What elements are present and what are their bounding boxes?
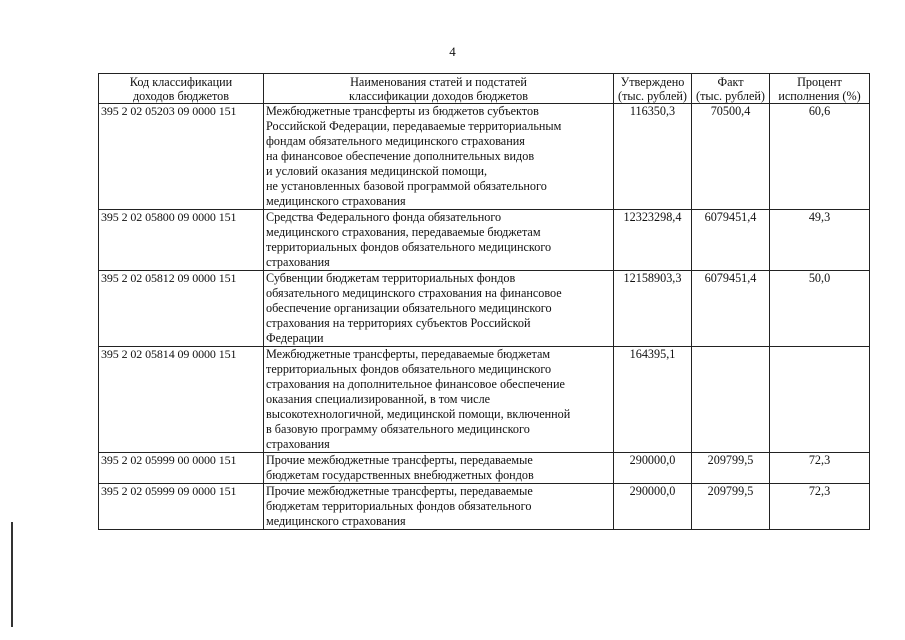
row-approved: 290000,0 bbox=[614, 453, 692, 484]
header-name-label: Наименования статей и подстатей классификации доходов бюджетов bbox=[349, 75, 528, 103]
header-percent-label: Процент исполнения (%) bbox=[778, 75, 861, 103]
row-percent: 72,3 bbox=[770, 453, 870, 484]
header-approved bbox=[614, 74, 692, 104]
table-row bbox=[99, 453, 870, 484]
row-name: Межбюджетные трансферты, передаваемые бюджетам территориальных фондов обязательного медицинского страхования на дополнительное финансовое обеспечение оказания специализированной, в том числе высокотехнологичной, медицинской помощи, включенной в базовую программу обязательного медицинского страхования bbox=[264, 347, 614, 453]
row-percent: 60,6 bbox=[770, 104, 870, 210]
row-name: Субвенции бюджетам территориальных фондов обязательного медицинского страхования на финансовое обеспечение организации обязательного медицинского страхования на территориях субъектов Российской Федерации bbox=[264, 271, 614, 347]
row-fact: 70500,4 bbox=[692, 104, 770, 210]
table-row bbox=[99, 104, 870, 210]
table-row bbox=[99, 347, 870, 453]
row-approved: 290000,0 bbox=[614, 484, 692, 530]
row-percent: 72,3 bbox=[770, 484, 870, 530]
row-code: 395 2 02 05999 09 0000 151 bbox=[99, 484, 264, 530]
row-code: 395 2 02 05812 09 0000 151 bbox=[99, 271, 264, 347]
header-code-label: Код классификации доходов бюджетов bbox=[129, 75, 233, 103]
table-row bbox=[99, 484, 870, 530]
header-percent bbox=[770, 74, 870, 104]
row-code: 395 2 02 05999 00 0000 151 bbox=[99, 453, 264, 484]
header-name bbox=[264, 74, 614, 104]
row-fact: 209799,5 bbox=[692, 484, 770, 530]
row-percent: 50,0 bbox=[770, 271, 870, 347]
header-fact bbox=[692, 74, 770, 104]
row-fact: 209799,5 bbox=[692, 453, 770, 484]
row-fact bbox=[692, 347, 770, 453]
table-row bbox=[99, 210, 870, 271]
header-approved-label: Утверждено (тыс. рублей) bbox=[618, 75, 687, 103]
row-percent bbox=[770, 347, 870, 453]
table-header-row bbox=[99, 74, 870, 104]
row-name: Прочие межбюджетные трансферты, передаваемые бюджетам государственных внебюджетных фондов bbox=[264, 453, 614, 484]
row-name: Прочие межбюджетные трансферты, передаваемые бюджетам территориальных фондов обязательного медицинского страхования bbox=[264, 484, 614, 530]
row-fact: 6079451,4 bbox=[692, 210, 770, 271]
table-row bbox=[99, 271, 870, 347]
scan-edge-mark bbox=[11, 522, 13, 627]
row-approved: 164395,1 bbox=[614, 347, 692, 453]
row-approved: 12323298,4 bbox=[614, 210, 692, 271]
row-approved: 116350,3 bbox=[614, 104, 692, 210]
budget-income-table bbox=[98, 73, 870, 530]
header-code bbox=[99, 74, 264, 104]
row-approved: 12158903,3 bbox=[614, 271, 692, 347]
row-percent: 49,3 bbox=[770, 210, 870, 271]
page-number: 4 bbox=[449, 44, 456, 59]
row-fact: 6079451,4 bbox=[692, 271, 770, 347]
row-name: Межбюджетные трансферты из бюджетов субъектов Российской Федерации, передаваемые территориальным фондам обязательного медицинского страхования на финансовое обеспечение дополнительных видов и условий оказания медицинской помощи, не установленных базовой программой обязательного медицинского страхования bbox=[264, 104, 614, 210]
row-code: 395 2 02 05800 09 0000 151 bbox=[99, 210, 264, 271]
row-code: 395 2 02 05203 09 0000 151 bbox=[99, 104, 264, 210]
header-fact-label: Факт (тыс. рублей) bbox=[696, 75, 765, 103]
row-code: 395 2 02 05814 09 0000 151 bbox=[99, 347, 264, 453]
row-name: Средства Федерального фонда обязательного медицинского страхования, передаваемые бюджетам территориальных фондов обязательного медицинского страхования bbox=[264, 210, 614, 271]
